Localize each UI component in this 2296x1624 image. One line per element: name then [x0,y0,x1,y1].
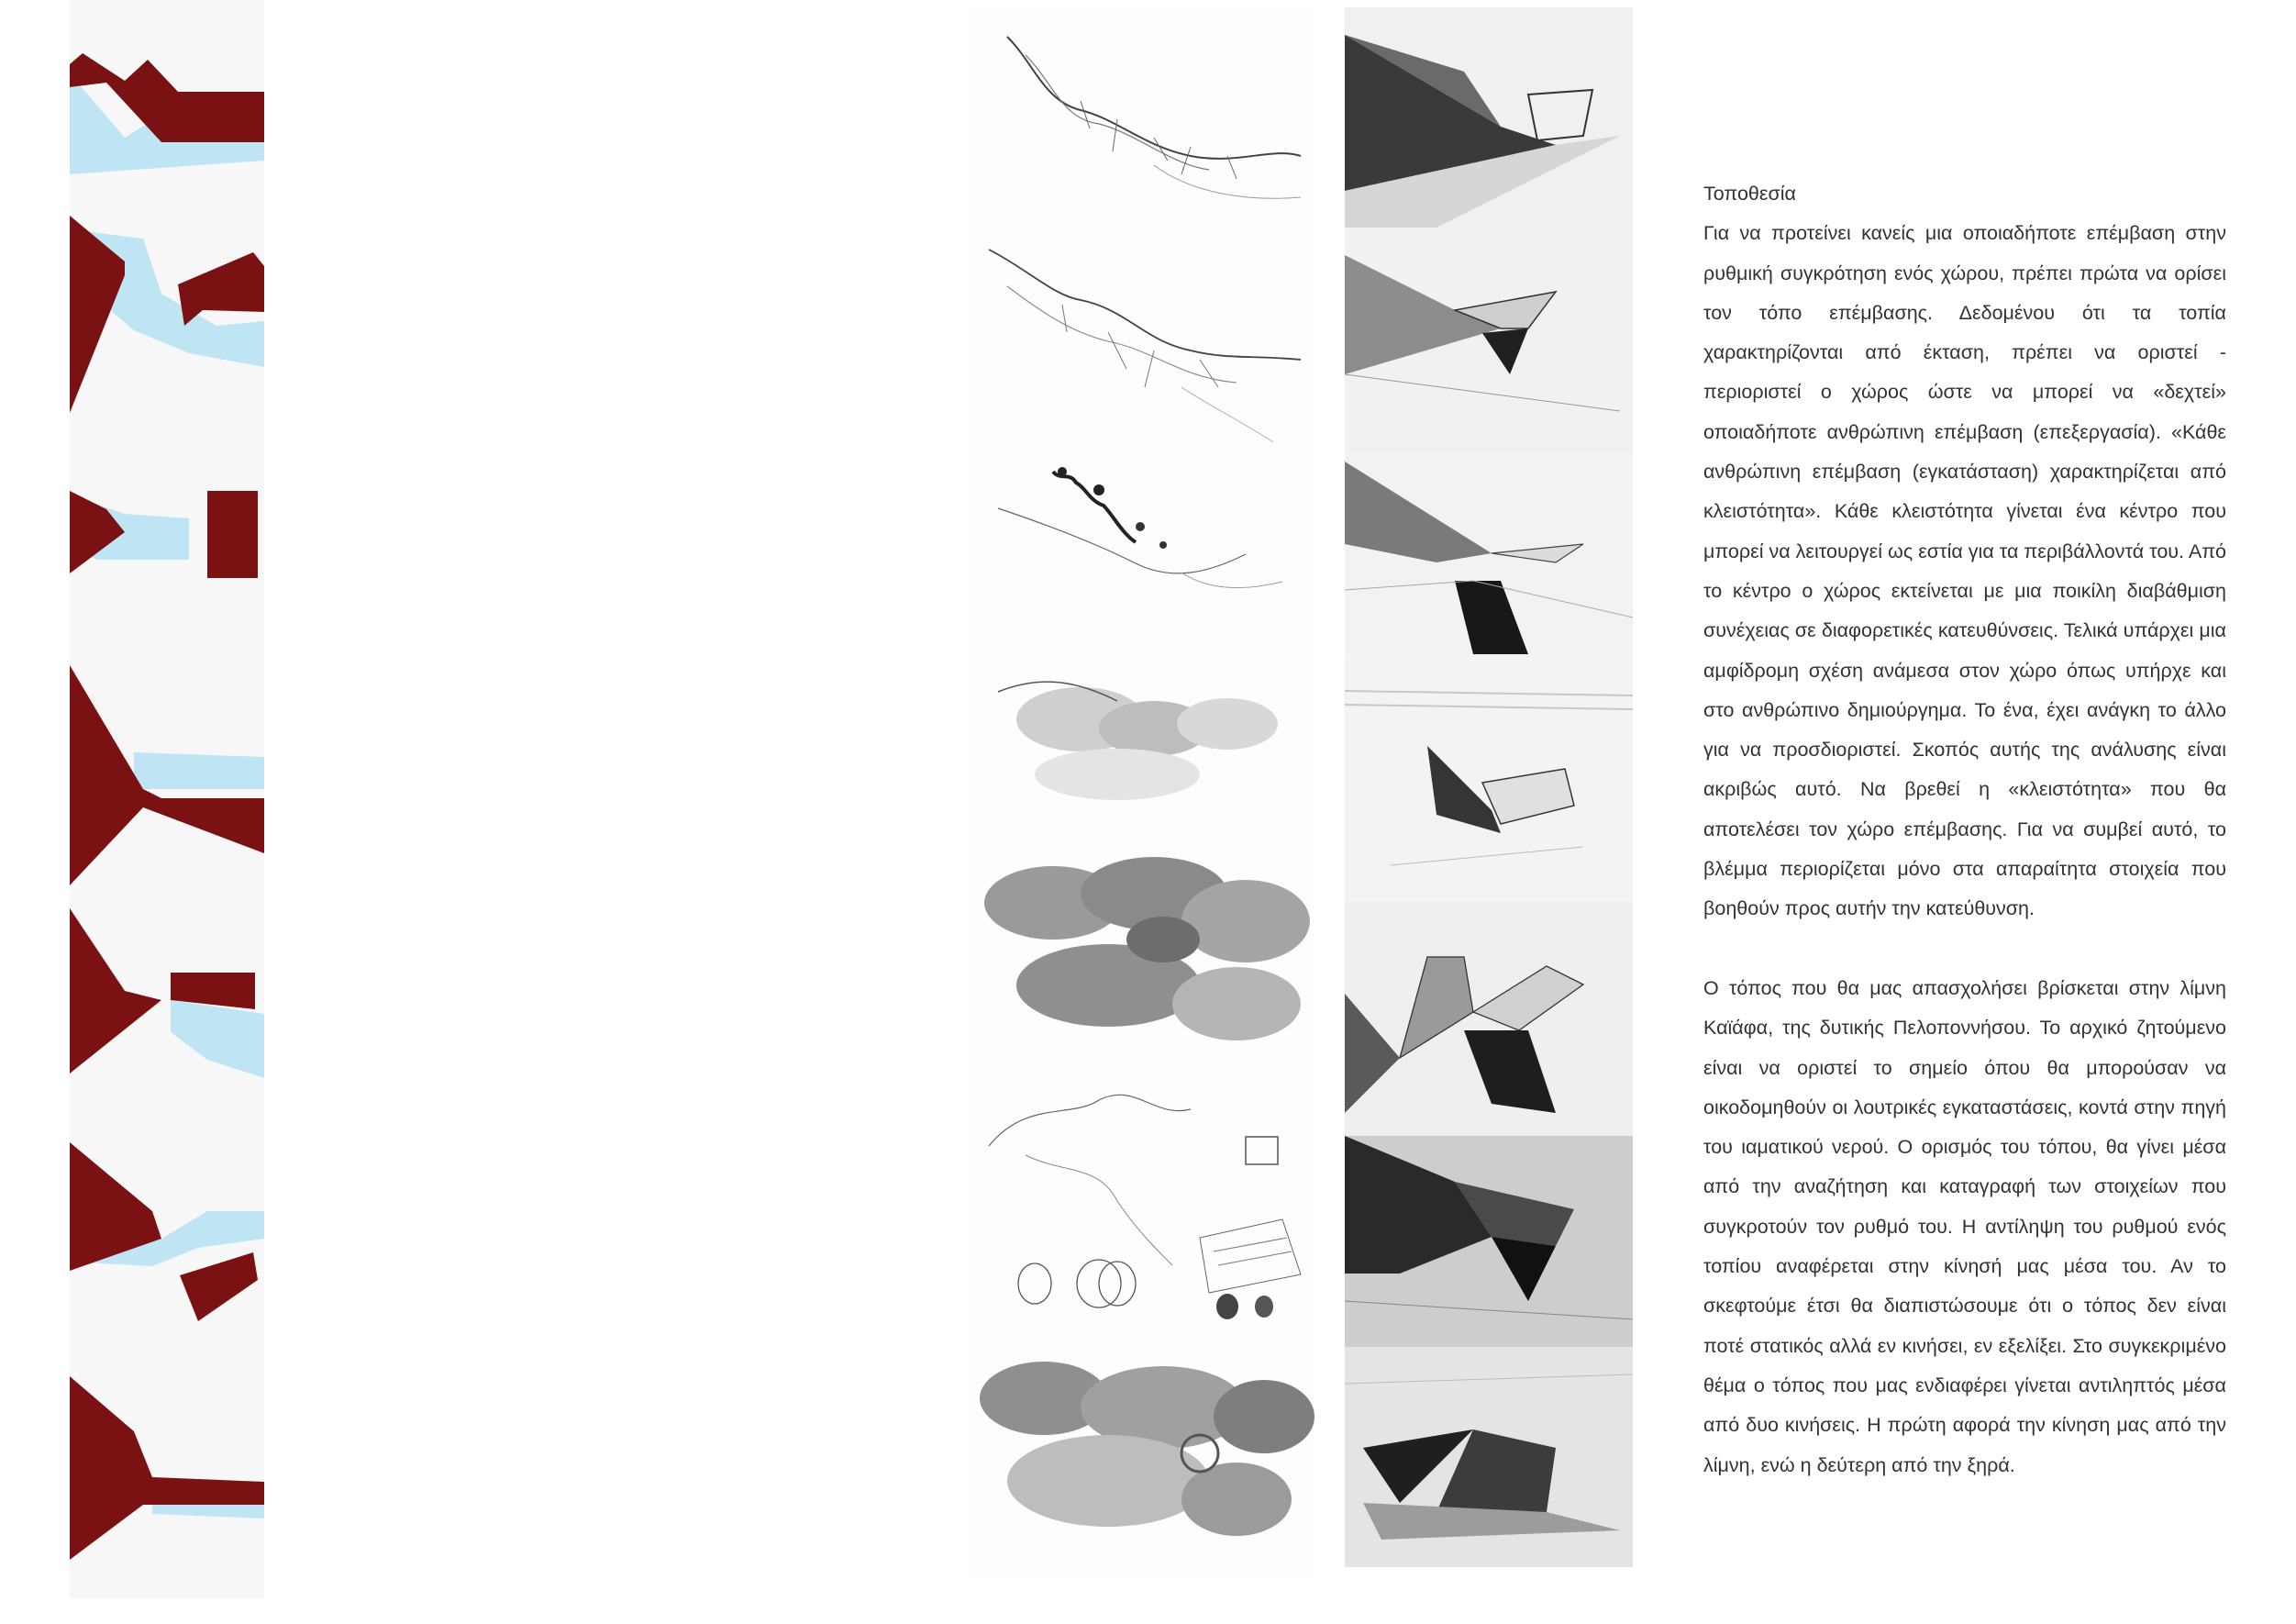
sketch-column-right [1345,7,1633,1567]
sketch-panel [1345,1347,1633,1567]
charcoal-wedge-sketch [1345,654,1633,902]
sketch-panel [971,1063,1314,1343]
ink-wash-dark-sketch [971,1343,1314,1578]
sketch-panel [1345,902,1633,1136]
pencil-cafe-sketch [971,1063,1314,1343]
text-column [1703,174,2226,1485]
ink-wash-sketch [971,637,1314,839]
sketch-panel [1345,228,1633,452]
sketch-panel [1345,654,1633,902]
sketch-panel [971,453,1314,637]
abstract-collage [70,0,264,1598]
charcoal-wedge-sketch [1345,902,1633,1136]
charcoal-wedge-sketch [1345,7,1633,228]
charcoal-dark-sketch [1345,1136,1633,1347]
charcoal-wedge-sketch [1345,452,1633,654]
pencil-ridge-sketch [971,9,1314,231]
collage-drawing [70,0,264,1598]
sketch-panel [971,637,1314,839]
sketch-panel [1345,1136,1633,1347]
charcoal-wedge-sketch [1345,228,1633,452]
body-paragraph: Για να προτείνει κανείς μια οποιαδήποτε επέμβαση στην ρυθμική συγκρότηση ενός χώρου, πρέπει πρώτα να ορίσει τον τόπο επέμβασης. Δεδομένου ότι τα τοπία χαρακτηρίζονται από έκταση, πρέπει να οριστεί - περιοριστεί ο χώρος ώστε να μπορεί να «δεχτεί» οποιαδήποτε ανθρώπινη επέμβαση (επεξεργασία). «Κάθε ανθρώπινη επέμβαση (εγκατάσταση) χαρακτηρίζεται από κλειστότητα». Κάθε κλειστότητα γίνεται ένα κέντρο που μπορεί να λειτουργεί ως εστία για τα περιβάλλοντά του. Από το κέντρο ο χώρος εκτείνεται με μια ποικίλη διαβάθμιση συνέχειας σε διαφορετικές κατευθύνσεις. Τελικά υπάρχει μια αμφίδρομη σχέση ανάμεσα στον χώρο όπως υπήρχε και στο ανθρώπινο δημιούργημα. Το ένα, έχει ανάγκη το άλλο για να προσδιοριστεί. Σκοπός αυτής της ανάλυσης είναι ακριβώς αυτό. Να βρεθεί η «κλειστότητα» που θα αποτελέσει τον χώρο επέμβασης. Για να συμβεί αυτό, το βλέμμα περιορίζεται μόνο στα απαραίτητα στοιχεία που βοηθούν προς αυτήν την κατεύθυνση. [1703,222,2226,920]
sketch-panel [971,1343,1314,1578]
pencil-ridge-sketch [971,231,1314,453]
sketch-panel [971,231,1314,453]
sketch-panel [971,839,1314,1063]
ink-wash-dark-sketch [971,839,1314,1063]
sketch-panel [971,9,1314,231]
sketch-panel [1345,7,1633,228]
section-heading: Τοποθεσία [1703,183,1796,205]
charcoal-dark-sketch [1345,1347,1633,1567]
sketch-column-left [971,9,1314,1578]
sketch-panel [1345,452,1633,654]
ink-blots-sketch [971,453,1314,637]
body-paragraph: Ο τόπος που θα μας απασχολήσει βρίσκεται στην λίμνη Καϊάφα, της δυτικής Πελοποννήσου. Το αρχικό ζητούμενο είναι να οριστεί το σημείο όπου θα μπορούσαν να οικοδομηθούν οι λουτρικές εγκαταστάσεις, κοντά στην πηγή του ιαματικού νερού. Ο ορισμός του τόπου, θα γίνει μέσα από την αναζήτηση και καταγραφή των στοιχείων που συγκροτούν τον ρυθμό του. Η αντίληψη του ρυθμού ενός τοπίου αναφέρεται στην κίνησή μας μέσα του. Αν το σκεφτούμε έτσι θα διαπιστώσουμε ότι ο τόπος δεν είναι ποτέ στατικός αλλά εν κινήσει, εν εξελίξει. Στο συγκεκριμένο θέμα ο τόπος που μας ενδιαφέρει γίνεται αντιληπτός μέσα από δυο κινήσεις. Η πρώτη αφορά την κίνηση μας από την λίμνη, ενώ η δεύτερη από την ξηρά. [1703,976,2226,1476]
